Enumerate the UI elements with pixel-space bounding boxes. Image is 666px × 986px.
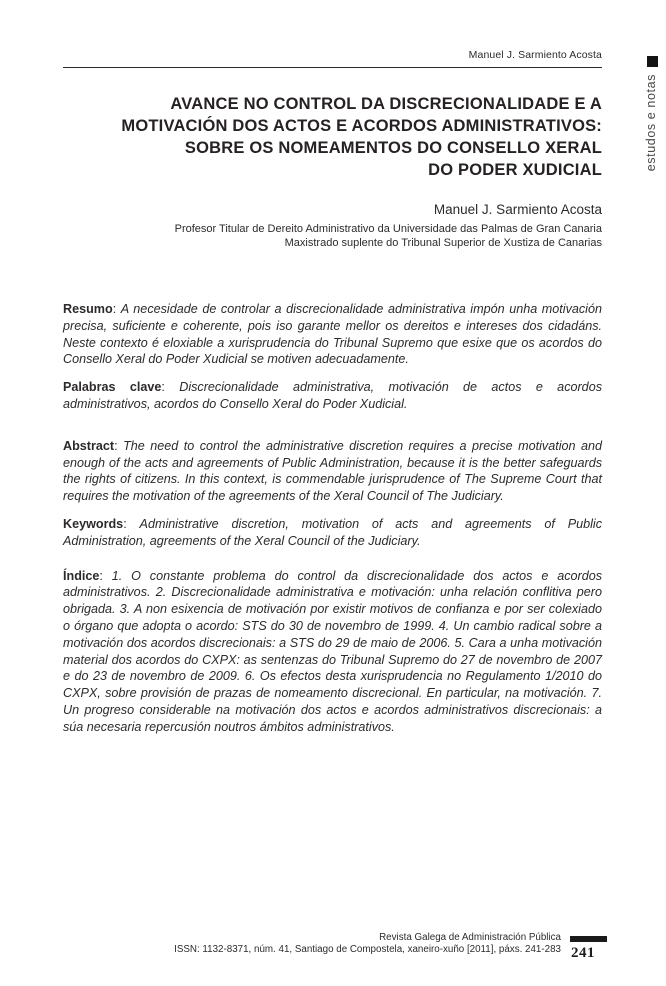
running-header: Manuel J. Sarmiento Acosta — [63, 0, 602, 68]
page-number-block — [570, 936, 607, 962]
article-title-line: MOTIVACIÓN DOS ACTOS E ACORDOS ADMINISTRATIVOS: — [121, 117, 602, 135]
author-affiliation: Maxistrado suplente do Tribunal Superior de Xustiza de Canarias — [284, 237, 602, 249]
article-title-line: AVANCE NO CONTROL DA DISCRECIONALIDADE E A — [170, 95, 602, 113]
article-title-line: SOBRE OS NOMEAMENTOS DO CONSELLO XERAL — [184, 139, 602, 157]
keywords-text: Administrative discretion, motivation of acts and agreements of Public Administration, agreements of the Xeral Council of the Judiciary. — [63, 516, 603, 548]
indice-paragraph — [63, 568, 602, 736]
abstract-text: The need to control the administrative discretion requires a precise motivation and enough of the acts and agreements of Public Administration, because it is the better safeguards the rights of citizens. In this context, is commendable jurisprudence of The Supreme Court that requires the motivation of the agreements of the Xeral Council of The Judiciary. — [63, 438, 602, 504]
palabras-clave-text: Discrecionalidade administrativa, motivación de actos e acordos administrativos, acordos do Consello Xeral do Poder Xudicial. — [63, 380, 602, 411]
palabras-clave-label: Palabras clave — [63, 380, 162, 395]
article-title-line: DO PODER XUDICIAL — [428, 161, 602, 179]
keywords-paragraph — [63, 516, 602, 550]
abstract-sections — [63, 301, 602, 736]
palabras-clave-separator: : — [161, 380, 180, 395]
journal-issn-line: ISSN: 1132-8371, núm. 41, Santiago de Compostela, xaneiro-xuño [2011], páxs. 241-283 — [174, 943, 561, 955]
abstract-paragraph — [63, 438, 602, 505]
resumo-paragraph — [63, 301, 602, 368]
keywords-label: Keywords — [63, 516, 124, 531]
author-block — [63, 202, 602, 250]
author-name: Manuel J. Sarmiento Acosta — [433, 202, 602, 217]
page-number: 241 — [571, 945, 595, 961]
resumo-text: A necesidade de controlar a discrecionalidade administrativa impón unha motivación precisa, suficiente e coherente, pois iso garante mellor os dereitos e intereses dos cidadáns. Neste contexto é eloxiable a xurisprudencia do Tribunal Supremo que esixe que os acordos do Consello Xeral do Poder Xudicial se motiven adecuadamente. — [63, 302, 602, 367]
abstract-separator: : — [114, 438, 124, 453]
journal-footer — [174, 932, 561, 955]
content-column — [63, 0, 602, 736]
resumo-label: Resumo — [63, 302, 113, 316]
page-number-bar — [570, 936, 607, 942]
indice-separator: : — [99, 568, 112, 583]
indice-text: 1. O constante problema do control da discrecionalidade dos actos e acordos administrativos. 2. Discrecionalidade administrativa e motivación: unha relación conflitiva pero obrigada. 3. A non esixencia de motivación por existir motivos de confianza e por ser colexiado o órgano que adopta o acordo: STS do 30 de novembro de 1999. 4. Un cambio radical sobre a motivación dos acordos discrecionais: a STS do 29 de maio de 2006. 5. Cara a unha motivación material dos acordos do CXPX: as sentenzas do Tribunal Supremo do 27 de novembro de 2007 e do 23 de novembro de 2009. 6. Os efectos desta xurisprudencia no Regulamento 1/2010 do CXPX, sobre provisión de prazas de nomeamento discrecional. En particular, na motivación. 7. Un progreso considerable na motivación dos actos e acordos administrativos discrecionais: a súa necesaria repercusión noutros ámbitos administrativos. — [63, 568, 603, 734]
abstract-label: Abstract — [63, 438, 115, 453]
article-title — [63, 93, 602, 181]
journal-name: Revista Galega de Administración Pública — [379, 932, 561, 943]
resumo-separator: : — [112, 302, 121, 316]
section-marker-square-icon — [647, 56, 658, 67]
author-affiliation: Profesor Titular de Dereito Administrativo da Universidade das Palmas de Gran Canaria — [174, 223, 602, 235]
keywords-separator: : — [123, 516, 140, 531]
section-vertical-label: estudos e notas — [644, 74, 658, 172]
palabras-clave-paragraph — [63, 379, 602, 413]
indice-label: Índice — [63, 568, 100, 583]
